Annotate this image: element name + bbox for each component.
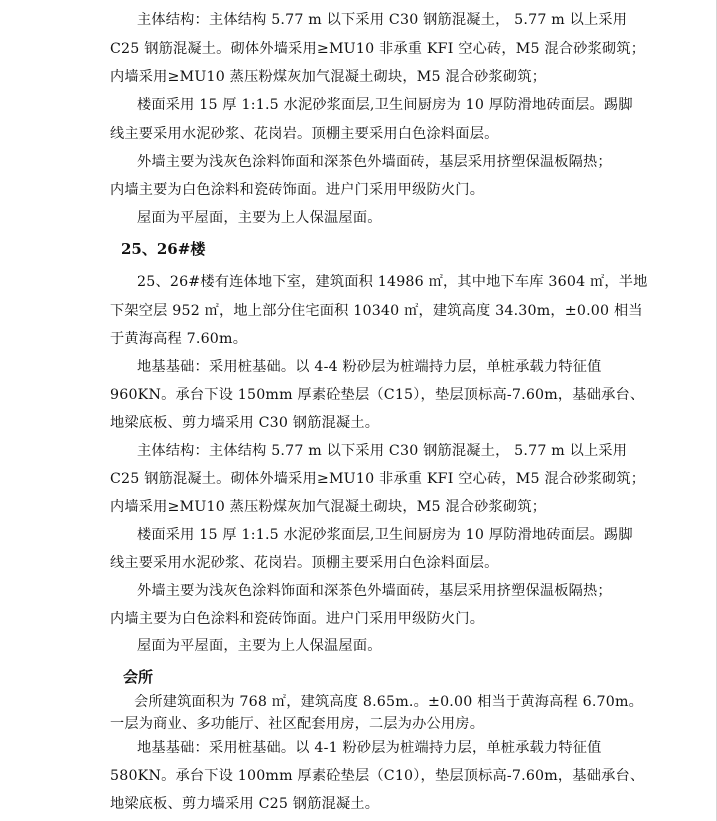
- text-line: 外墙主要为浅灰色涂料饰面和深茶色外墙面砖，基层采用挤塑保温板隔热；: [137, 583, 612, 599]
- text-line: 线主要采用水泥砂浆、花岗岩。顶棚主要采用白色涂料面层。: [110, 555, 499, 571]
- text-line: 内墙采用≥MU10 蒸压粉煤灰加气混凝土砌块，M5 混合砂浆砌筑；: [110, 499, 547, 515]
- text-line: 地基基础：采用桩基础。以 4-1 粉砂层为桩端持力层，单桩承载力特征值: [137, 740, 602, 756]
- section-heading: 25、26#楼: [121, 240, 206, 258]
- text-line: 下架空层 952 ㎡，地上部分住宅面积 10340 ㎡，建筑高度 34.30m，±0.00 相当: [110, 303, 643, 319]
- text-line: 一层为商业、多功能厅、社区配套用房，二层为办公用房。: [110, 716, 485, 732]
- text-line: 地梁底板、剪力墙采用 C25 钢筋混凝土。: [110, 796, 380, 812]
- text-line: 屋面为平屋面，主要为上人保温屋面。: [137, 638, 382, 654]
- section-heading: 会所: [123, 668, 154, 686]
- text-line: 线主要采用水泥砂浆、花岗岩。顶棚主要采用白色涂料面层。: [110, 126, 499, 142]
- text-line: 会所建筑面积为 768 ㎡，建筑高度 8.65m.。±0.00 相当于黄海高程 6.70m。: [134, 694, 644, 710]
- text-line: C25 钢筋混凝土。砌体外墙采用≥MU10 非承重 KFI 空心砖，M5 混合砂浆砌筑；: [110, 471, 646, 487]
- text-line: 主体结构：主体结构 5.77 m 以下采用 C30 钢筋混凝土， 5.77 m 以上采用: [137, 443, 628, 459]
- text-line: 楼面采用 15 厚 1:1.5 水泥砂浆面层,卫生间厨房为 10 厚防滑地砖面层。踢脚: [137, 97, 633, 113]
- text-line: 内墙主要为白色涂料和瓷砖饰面。进户门采用甲级防火门。: [110, 182, 485, 198]
- text-line: 内墙主要为白色涂料和瓷砖饰面。进户门采用甲级防火门。: [110, 611, 485, 627]
- text-line: 地基基础：采用桩基础。以 4-4 粉砂层为桩端持力层，单桩承载力特征值: [137, 359, 602, 375]
- text-line: 外墙主要为浅灰色涂料饰面和深茶色外墙面砖，基层采用挤塑保温板隔热；: [137, 154, 612, 170]
- text-line: 580KN。承台下设 100mm 厚素砼垫层（C10），垫层顶标高-7.60m，基础承台、: [110, 768, 645, 784]
- text-line: 楼面采用 15 厚 1:1.5 水泥砂浆面层,卫生间厨房为 10 厚防滑地砖面层。踢脚: [137, 527, 633, 543]
- text-line: 地梁底板、剪力墙采用 C30 钢筋混凝土。: [110, 415, 380, 431]
- text-line: 960KN。承台下设 150mm 厚素砼垫层（C15），垫层顶标高-7.60m，基础承台、: [110, 387, 645, 403]
- text-line: 于黄海高程 7.60m。: [110, 331, 248, 347]
- text-line: 25、26#楼有连体地下室，建筑面积 14986 ㎡，其中地下车库 3604 ㎡，半地: [137, 274, 648, 290]
- text-line: 内墙采用≥MU10 蒸压粉煤灰加气混凝土砌块，M5 混合砂浆砌筑；: [110, 69, 547, 85]
- text-line: 屋面为平屋面，主要为上人保温屋面。: [137, 210, 382, 226]
- text-line: C25 钢筋混凝土。砌体外墙采用≥MU10 非承重 KFI 空心砖，M5 混合砂浆砌筑；: [110, 41, 646, 57]
- text-line: 主体结构：主体结构 5.77 m 以下采用 C30 钢筋混凝土， 5.77 m 以上采用: [137, 12, 628, 28]
